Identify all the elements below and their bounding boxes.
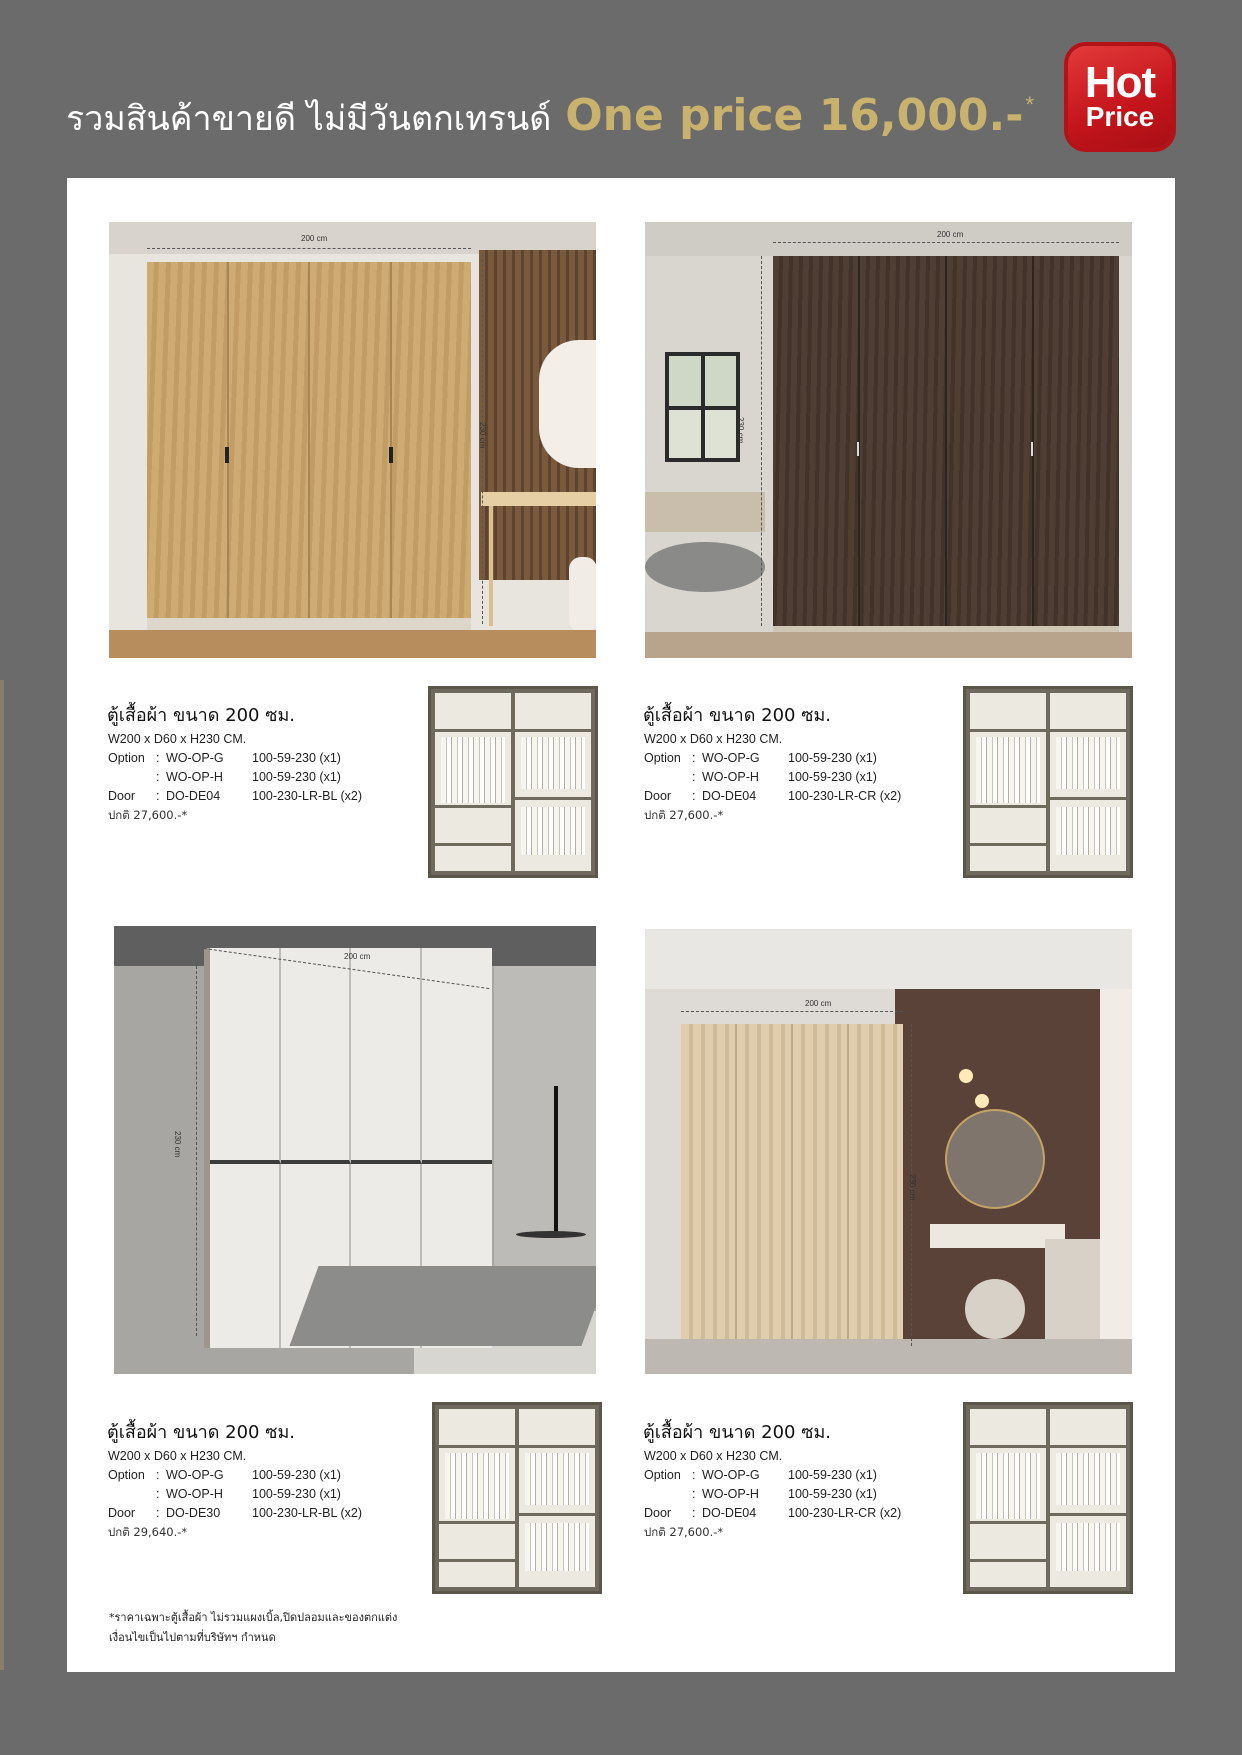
spec-normal-price: ปกติ 29,640.-* xyxy=(108,1525,188,1539)
product-specs xyxy=(644,1447,901,1542)
height-dimension-1: 230 cm xyxy=(478,422,487,449)
product-specs xyxy=(108,730,362,825)
product-title: ตู้เสื้อผ้า ขนาด 200 ซม. xyxy=(107,705,296,726)
spec-option-1: Option : WO-OP-G 100-59-230 (x1) xyxy=(644,1468,877,1482)
spec-door: Door : DO-DE04 100-230-LR-CR (x2) xyxy=(644,1506,902,1520)
product-title: ตู้เสื้อผ้า ขนาด 200 ซม. xyxy=(107,1422,296,1443)
header-price-text: One price 16,000.- xyxy=(565,90,1024,141)
interior-diagram-3 xyxy=(432,1402,602,1594)
spec-normal-price: ปกติ 27,600.-* xyxy=(644,808,724,822)
wardrobe-2 xyxy=(773,256,1119,628)
height-dimension-3: 230 cm xyxy=(173,1131,182,1158)
product-photo-2 xyxy=(645,222,1132,658)
interior-diagram-2 xyxy=(963,686,1133,878)
wardrobe-4 xyxy=(681,1024,903,1346)
spec-option-1: Option : WO-OP-G 100-59-230 (x1) xyxy=(644,751,877,765)
product-title: ตู้เสื้อผ้า ขนาด 200 ซม. xyxy=(643,1422,832,1443)
spec-option-label: Option xyxy=(108,751,145,765)
spec-option-2: : WO-OP-H 100-59-230 (x1) xyxy=(156,770,341,784)
interior-diagram-1 xyxy=(428,686,598,878)
badge-line-2: Price xyxy=(1085,101,1155,132)
spec-size: W200 x D60 x H230 CM. xyxy=(644,732,783,746)
header-thai-text: รวมสินค้าขายดี ไม่มีวันตกเทรนด์ xyxy=(66,99,552,139)
width-dimension-1: 200 cm xyxy=(301,234,328,243)
width-dimension-3: 200 cm xyxy=(344,952,371,961)
page-edge-strip xyxy=(0,680,4,1670)
width-dimension-2: 200 cm xyxy=(937,230,964,239)
footnote-line-2: เงื่อนไขเป็นไปตามที่บริษัทฯ กำหนด xyxy=(109,1631,276,1644)
footnote xyxy=(109,1608,397,1648)
spec-size: W200 x D60 x H230 CM. xyxy=(108,732,247,746)
hot-price-badge xyxy=(1068,46,1172,148)
product-specs xyxy=(644,730,901,825)
interior-diagram-4 xyxy=(963,1402,1133,1594)
spec-option-2: : WO-OP-H 100-59-230 (x1) xyxy=(692,770,877,784)
spec-normal-price: ปกติ 27,600.-* xyxy=(644,1525,724,1539)
spec-option-2: : WO-OP-H 100-59-230 (x1) xyxy=(692,1487,877,1501)
product-photo-3 xyxy=(114,926,596,1374)
badge-line-1: Hot xyxy=(1084,58,1156,107)
spec-option-1: Option : WO-OP-G 100-59-230 (x1) xyxy=(108,1468,341,1482)
wardrobe-1 xyxy=(147,262,471,627)
spec-normal-price: ปกติ 27,600.-* xyxy=(108,808,188,822)
product-photo-1 xyxy=(109,222,596,658)
product-photo-4 xyxy=(645,929,1132,1374)
header-price-mark: * xyxy=(1025,92,1035,117)
width-dimension-4: 200 cm xyxy=(805,999,832,1008)
spec-door: Door : DO-DE04 100-230-LR-CR (x2) xyxy=(644,789,902,803)
spec-option-2: : WO-OP-H 100-59-230 (x1) xyxy=(156,1487,341,1501)
spec-door: Door : DO-DE30 100-230-LR-BL (x2) xyxy=(108,1506,363,1520)
page-header xyxy=(66,90,1034,150)
spec-option-1: Option : WO-OP-G 100-59-230 (x1) xyxy=(108,749,362,768)
height-dimension-4: 230 cm xyxy=(908,1174,917,1201)
product-sheet xyxy=(67,178,1175,1672)
product-specs xyxy=(108,1447,362,1542)
footnote-line-1: *ราคาเฉพาะตู้เสื้อผ้า ไม่รวมแผงเบิ้ล,ปิดปลอมและของตกแต่ง xyxy=(109,1611,398,1624)
spec-size: W200 x D60 x H230 CM. xyxy=(108,1449,247,1463)
product-title: ตู้เสื้อผ้า ขนาด 200 ซม. xyxy=(643,705,832,726)
spec-size: W200 x D60 x H230 CM. xyxy=(644,1449,783,1463)
height-dimension-2: 230 cm xyxy=(736,417,745,444)
spec-door: Door : DO-DE04 100-230-LR-BL (x2) xyxy=(108,789,363,803)
